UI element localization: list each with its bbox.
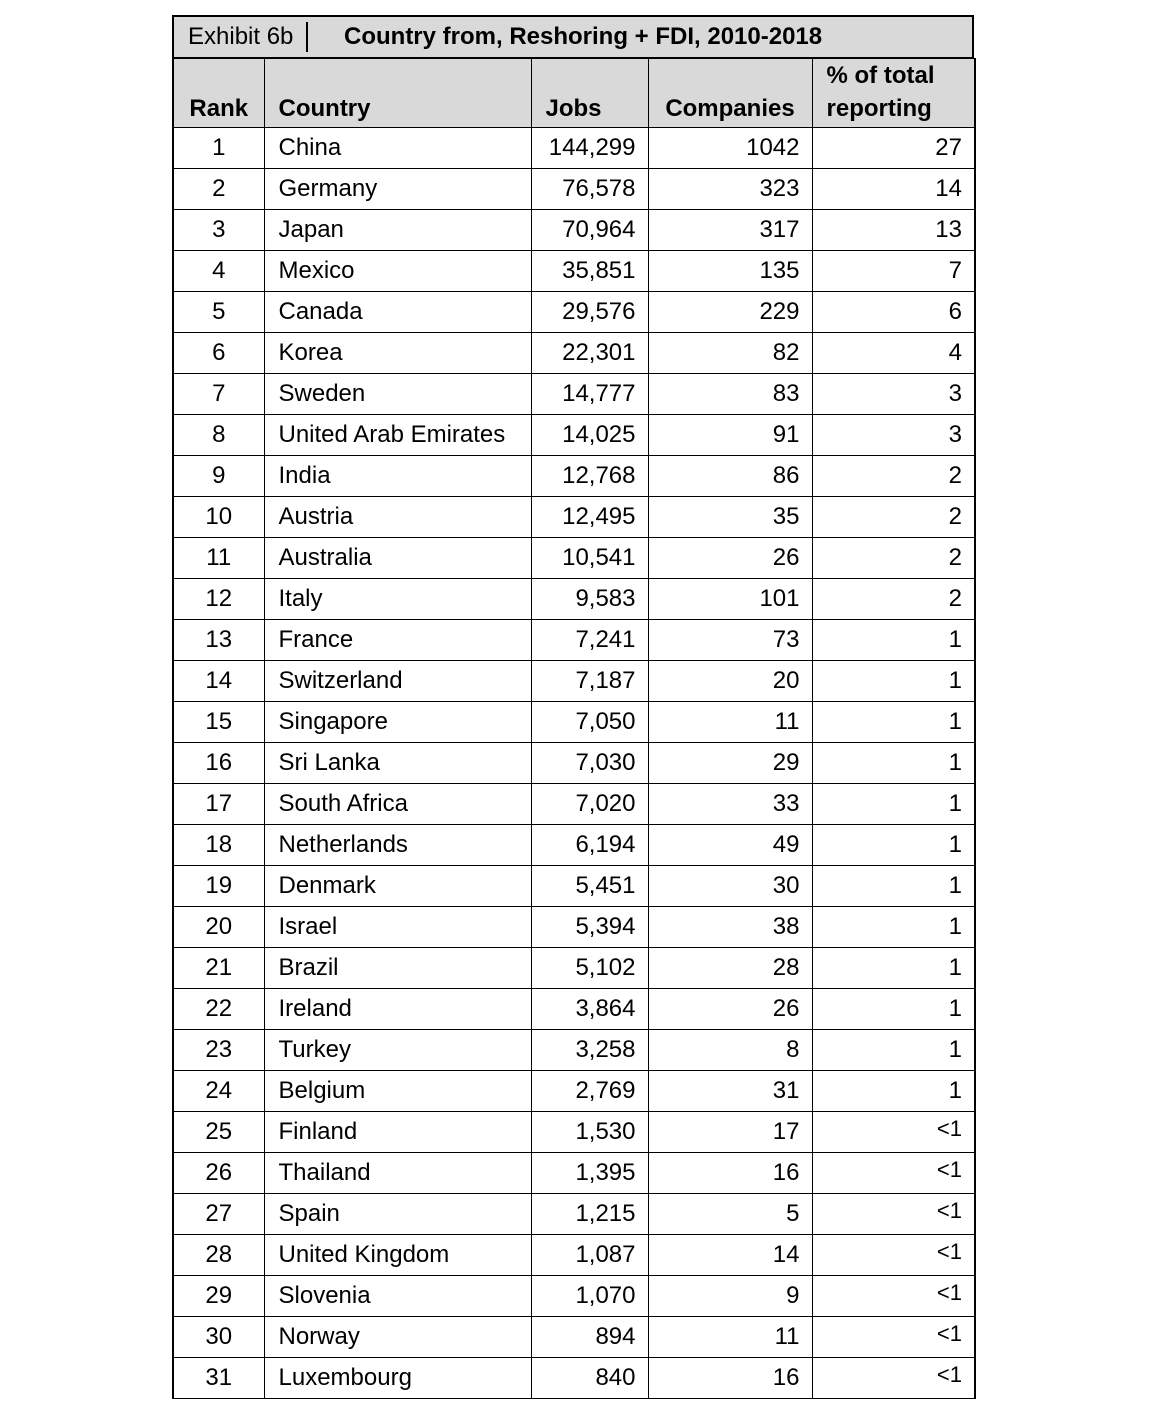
table-row <box>173 1358 975 1399</box>
table-row <box>173 866 975 907</box>
country-cell: Austria <box>264 497 531 538</box>
rank-cell: 23 <box>173 1030 264 1071</box>
country-cell: Finland <box>264 1112 531 1153</box>
country-cell: Belgium <box>264 1071 531 1112</box>
rank-cell: 5 <box>173 292 264 333</box>
table-row <box>173 1153 975 1194</box>
jobs-cell: 14,777 <box>531 374 648 415</box>
companies-cell: 8 <box>648 1030 812 1071</box>
percent-cell: <1 <box>812 1358 975 1399</box>
table-row <box>173 620 975 661</box>
country-cell: Brazil <box>264 948 531 989</box>
jobs-cell: 840 <box>531 1358 648 1399</box>
table-row <box>173 1071 975 1112</box>
table-body <box>173 128 975 1399</box>
country-cell: Australia <box>264 538 531 579</box>
jobs-cell: 1,215 <box>531 1194 648 1235</box>
percent-column-header <box>812 59 975 128</box>
rank-cell: 7 <box>173 374 264 415</box>
companies-cell: 83 <box>648 374 812 415</box>
jobs-cell: 14,025 <box>531 415 648 456</box>
percent-cell: 1 <box>812 702 975 743</box>
table-row <box>173 579 975 620</box>
rank-column-header: Rank <box>173 59 264 128</box>
rank-cell: 15 <box>173 702 264 743</box>
companies-cell: 26 <box>648 538 812 579</box>
country-column-header: Country <box>264 59 531 128</box>
rank-cell: 12 <box>173 579 264 620</box>
country-cell: Italy <box>264 579 531 620</box>
table-row <box>173 784 975 825</box>
country-cell: South Africa <box>264 784 531 825</box>
country-cell: United Kingdom <box>264 1235 531 1276</box>
companies-cell: 11 <box>648 1317 812 1358</box>
percent-cell: 1 <box>812 1071 975 1112</box>
percent-cell: 2 <box>812 538 975 579</box>
jobs-cell: 5,394 <box>531 907 648 948</box>
rank-cell: 19 <box>173 866 264 907</box>
table-row <box>173 661 975 702</box>
table-row <box>173 333 975 374</box>
country-table <box>172 58 976 1399</box>
companies-column-header: Companies <box>648 59 812 128</box>
jobs-cell: 3,864 <box>531 989 648 1030</box>
table-row <box>173 374 975 415</box>
jobs-column-header: Jobs <box>531 59 648 128</box>
rank-cell: 1 <box>173 128 264 169</box>
percent-cell: 1 <box>812 743 975 784</box>
companies-cell: 14 <box>648 1235 812 1276</box>
jobs-cell: 144,299 <box>531 128 648 169</box>
companies-cell: 16 <box>648 1358 812 1399</box>
rank-cell: 17 <box>173 784 264 825</box>
percent-cell: 7 <box>812 251 975 292</box>
header-row <box>173 59 975 128</box>
rank-cell: 6 <box>173 333 264 374</box>
rank-cell: 25 <box>173 1112 264 1153</box>
percent-cell: 1 <box>812 784 975 825</box>
companies-cell: 20 <box>648 661 812 702</box>
percent-header-line1: % of total <box>826 62 935 89</box>
table-row <box>173 538 975 579</box>
rank-cell: 10 <box>173 497 264 538</box>
country-cell: Spain <box>264 1194 531 1235</box>
rank-cell: 18 <box>173 825 264 866</box>
exhibit-label: Exhibit 6b <box>188 23 294 50</box>
country-cell: Sweden <box>264 374 531 415</box>
table-row <box>173 456 975 497</box>
table-row <box>173 1235 975 1276</box>
country-cell: Germany <box>264 169 531 210</box>
percent-cell: 6 <box>812 292 975 333</box>
exhibit-divider <box>306 22 308 52</box>
percent-cell: <1 <box>812 1153 975 1194</box>
jobs-cell: 7,241 <box>531 620 648 661</box>
jobs-cell: 22,301 <box>531 333 648 374</box>
exhibit-title: Country from, Reshoring + FDI, 2010-2018 <box>344 23 823 50</box>
companies-cell: 73 <box>648 620 812 661</box>
jobs-cell: 3,258 <box>531 1030 648 1071</box>
rank-cell: 31 <box>173 1358 264 1399</box>
jobs-cell: 12,768 <box>531 456 648 497</box>
country-cell: Sri Lanka <box>264 743 531 784</box>
rank-cell: 3 <box>173 210 264 251</box>
rank-cell: 16 <box>173 743 264 784</box>
companies-cell: 5 <box>648 1194 812 1235</box>
jobs-cell: 12,495 <box>531 497 648 538</box>
table-row <box>173 415 975 456</box>
companies-cell: 11 <box>648 702 812 743</box>
table-row <box>173 128 975 169</box>
percent-cell: <1 <box>812 1317 975 1358</box>
companies-cell: 17 <box>648 1112 812 1153</box>
jobs-cell: 29,576 <box>531 292 648 333</box>
percent-cell: 2 <box>812 579 975 620</box>
jobs-cell: 7,187 <box>531 661 648 702</box>
country-cell: Ireland <box>264 989 531 1030</box>
country-cell: Canada <box>264 292 531 333</box>
companies-cell: 26 <box>648 989 812 1030</box>
companies-cell: 323 <box>648 169 812 210</box>
jobs-cell: 35,851 <box>531 251 648 292</box>
country-cell: Japan <box>264 210 531 251</box>
companies-cell: 30 <box>648 866 812 907</box>
rank-cell: 2 <box>173 169 264 210</box>
country-cell: Israel <box>264 907 531 948</box>
percent-cell: <1 <box>812 1194 975 1235</box>
country-cell: Turkey <box>264 1030 531 1071</box>
table-row <box>173 702 975 743</box>
jobs-cell: 5,102 <box>531 948 648 989</box>
percent-cell: 1 <box>812 825 975 866</box>
companies-cell: 229 <box>648 292 812 333</box>
table-row <box>173 743 975 784</box>
table-row <box>173 825 975 866</box>
jobs-cell: 1,087 <box>531 1235 648 1276</box>
country-cell: Singapore <box>264 702 531 743</box>
jobs-cell: 2,769 <box>531 1071 648 1112</box>
table-row <box>173 1112 975 1153</box>
rank-cell: 14 <box>173 661 264 702</box>
country-cell: India <box>264 456 531 497</box>
jobs-cell: 76,578 <box>531 169 648 210</box>
percent-cell: 1 <box>812 948 975 989</box>
percent-cell: 3 <box>812 415 975 456</box>
country-cell: Netherlands <box>264 825 531 866</box>
rank-cell: 4 <box>173 251 264 292</box>
percent-cell: 3 <box>812 374 975 415</box>
table-row <box>173 292 975 333</box>
country-cell: Slovenia <box>264 1276 531 1317</box>
country-cell: Norway <box>264 1317 531 1358</box>
percent-cell: 13 <box>812 210 975 251</box>
percent-cell: 1 <box>812 1030 975 1071</box>
country-cell: United Arab Emirates <box>264 415 531 456</box>
rank-cell: 21 <box>173 948 264 989</box>
percent-cell: <1 <box>812 1112 975 1153</box>
rank-cell: 24 <box>173 1071 264 1112</box>
rank-cell: 30 <box>173 1317 264 1358</box>
table-row <box>173 169 975 210</box>
percent-cell: 1 <box>812 907 975 948</box>
table-row <box>173 1317 975 1358</box>
jobs-cell: 7,020 <box>531 784 648 825</box>
jobs-cell: 6,194 <box>531 825 648 866</box>
rank-cell: 20 <box>173 907 264 948</box>
rank-cell: 11 <box>173 538 264 579</box>
jobs-cell: 10,541 <box>531 538 648 579</box>
companies-cell: 86 <box>648 456 812 497</box>
country-cell: China <box>264 128 531 169</box>
table-row <box>173 1194 975 1235</box>
exhibit-sheet <box>172 15 974 1399</box>
jobs-cell: 9,583 <box>531 579 648 620</box>
companies-cell: 82 <box>648 333 812 374</box>
percent-cell: 27 <box>812 128 975 169</box>
rank-cell: 28 <box>173 1235 264 1276</box>
exhibit-header <box>172 15 974 58</box>
companies-cell: 135 <box>648 251 812 292</box>
jobs-cell: 70,964 <box>531 210 648 251</box>
country-cell: France <box>264 620 531 661</box>
table-row <box>173 210 975 251</box>
companies-cell: 33 <box>648 784 812 825</box>
percent-cell: 1 <box>812 620 975 661</box>
rank-cell: 13 <box>173 620 264 661</box>
jobs-cell: 1,070 <box>531 1276 648 1317</box>
percent-cell: <1 <box>812 1235 975 1276</box>
country-cell: Thailand <box>264 1153 531 1194</box>
percent-cell: 2 <box>812 497 975 538</box>
rank-cell: 22 <box>173 989 264 1030</box>
rank-cell: 29 <box>173 1276 264 1317</box>
country-cell: Luxembourg <box>264 1358 531 1399</box>
table-row <box>173 251 975 292</box>
percent-cell: 14 <box>812 169 975 210</box>
companies-cell: 317 <box>648 210 812 251</box>
country-cell: Denmark <box>264 866 531 907</box>
percent-cell: 4 <box>812 333 975 374</box>
rank-cell: 27 <box>173 1194 264 1235</box>
jobs-cell: 5,451 <box>531 866 648 907</box>
jobs-cell: 894 <box>531 1317 648 1358</box>
companies-cell: 49 <box>648 825 812 866</box>
companies-cell: 35 <box>648 497 812 538</box>
table-row <box>173 497 975 538</box>
percent-cell: 1 <box>812 989 975 1030</box>
companies-cell: 16 <box>648 1153 812 1194</box>
companies-cell: 28 <box>648 948 812 989</box>
jobs-cell: 7,030 <box>531 743 648 784</box>
percent-cell: 1 <box>812 661 975 702</box>
companies-cell: 29 <box>648 743 812 784</box>
percent-cell: 2 <box>812 456 975 497</box>
percent-cell: <1 <box>812 1276 975 1317</box>
rank-cell: 8 <box>173 415 264 456</box>
companies-cell: 1042 <box>648 128 812 169</box>
table-row <box>173 989 975 1030</box>
country-cell: Korea <box>264 333 531 374</box>
jobs-cell: 1,395 <box>531 1153 648 1194</box>
table-row <box>173 948 975 989</box>
companies-cell: 9 <box>648 1276 812 1317</box>
companies-cell: 31 <box>648 1071 812 1112</box>
companies-cell: 91 <box>648 415 812 456</box>
rank-cell: 26 <box>173 1153 264 1194</box>
country-cell: Mexico <box>264 251 531 292</box>
table-header <box>173 59 975 128</box>
companies-cell: 38 <box>648 907 812 948</box>
companies-cell: 101 <box>648 579 812 620</box>
table-row <box>173 1030 975 1071</box>
jobs-cell: 1,530 <box>531 1112 648 1153</box>
percent-cell: 1 <box>812 866 975 907</box>
rank-cell: 9 <box>173 456 264 497</box>
table-row <box>173 1276 975 1317</box>
jobs-cell: 7,050 <box>531 702 648 743</box>
table-row <box>173 907 975 948</box>
country-cell: Switzerland <box>264 661 531 702</box>
percent-header-line2: reporting <box>826 95 932 122</box>
